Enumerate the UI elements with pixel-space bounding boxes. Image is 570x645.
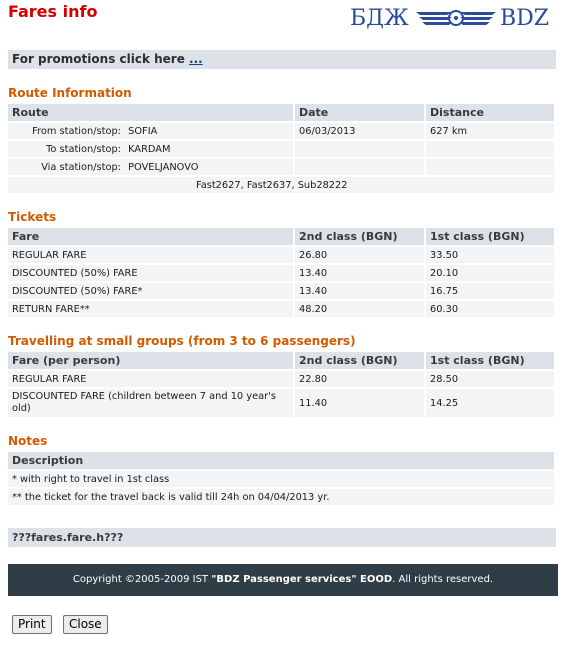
table-row: [8, 371, 556, 387]
note-line: ** the ticket for the travel back is valid till 24h on 04/04/2013 yr.: [8, 489, 556, 505]
second-class-price: 22.80: [295, 371, 426, 387]
fare-cell: DISCOUNTED FARE (children between 7 and 10 year's old): [8, 389, 295, 417]
promo-text: For promotions click here: [12, 52, 185, 66]
table-header-row: [8, 104, 556, 121]
route-cell: [8, 141, 295, 157]
column-header: 2nd class (BGN): [295, 352, 426, 369]
copyright-suffix: . All rights reserved.: [392, 574, 494, 585]
table-header-row: [8, 452, 556, 469]
route-label: From station/stop:: [32, 125, 121, 137]
logo-latin-text: BDZ: [500, 6, 550, 31]
groups-section-title: Travelling at small groups (from 3 to 6 passengers): [8, 334, 356, 348]
promotions-bar: [8, 50, 556, 69]
first-class-price: 20.10: [426, 265, 556, 281]
footer: [8, 564, 558, 596]
table-row: [8, 265, 556, 281]
route-cell: [8, 123, 295, 139]
route-cell: [8, 159, 295, 175]
second-class-price: 11.40: [295, 389, 426, 417]
fare-cell: DISCOUNTED (50%) FARE: [8, 265, 295, 281]
fare-cell: DISCOUNTED (50%) FARE*: [8, 283, 295, 299]
table-header-row: [8, 228, 556, 245]
route-table: [8, 102, 556, 195]
copyright-prefix: Copyright ©2005-2009 IST: [72, 574, 212, 585]
route-value: POVELJANOVO: [128, 161, 199, 173]
logo-cyrillic-text: БДЖ: [350, 6, 409, 31]
table-row: [8, 489, 556, 505]
table-row: [8, 471, 556, 487]
table-header-row: [8, 352, 556, 369]
fare-cell: RETURN FARE**: [8, 301, 295, 317]
date-cell: 06/03/2013: [295, 123, 426, 139]
distance-cell: [426, 159, 556, 175]
groups-table: [8, 350, 556, 419]
table-row: [8, 389, 556, 417]
winged-wheel-icon: [416, 11, 496, 25]
distance-cell: [426, 141, 556, 157]
note-line: * with right to travel in 1st class: [8, 471, 556, 487]
first-class-price: 60.30: [426, 301, 556, 317]
second-class-price: 13.40: [295, 283, 426, 299]
company-name: "BDZ Passenger services" EOOD: [211, 574, 393, 585]
route-label: Via station/stop:: [41, 161, 121, 173]
fare-cell: REGULAR FARE: [8, 247, 295, 263]
promo-link[interactable]: ...: [189, 52, 203, 66]
first-class-price: 16.75: [426, 283, 556, 299]
column-header: 2nd class (BGN): [295, 228, 426, 245]
train-list: Fast2627, Fast2637, Sub28222: [8, 177, 556, 193]
table-row: [8, 177, 556, 193]
table-row: [8, 283, 556, 299]
fare-cell: REGULAR FARE: [8, 371, 295, 387]
route-value: SOFIA: [128, 125, 158, 137]
date-cell: [295, 141, 426, 157]
tickets-section-title: Tickets: [8, 210, 57, 224]
column-header: Fare (per person): [8, 352, 295, 369]
table-row: [8, 301, 556, 317]
route-label: To station/stop:: [46, 143, 121, 155]
second-class-price: 13.40: [295, 265, 426, 281]
column-header: 1st class (BGN): [426, 228, 556, 245]
table-row: [8, 141, 556, 157]
bdz-logo: [350, 2, 555, 32]
column-header: Distance: [426, 104, 556, 121]
notes-table: [8, 450, 556, 507]
first-class-price: 33.50: [426, 247, 556, 263]
distance-cell: 627 km: [426, 123, 556, 139]
fare-h-placeholder: ???fares.fare.h???: [8, 528, 556, 547]
table-row: [8, 247, 556, 263]
page-title: Fares info: [8, 2, 98, 21]
first-class-price: 28.50: [426, 371, 556, 387]
second-class-price: 48.20: [295, 301, 426, 317]
table-row: [8, 123, 556, 139]
route-section-title: Route Information: [8, 86, 132, 100]
table-row: [8, 159, 556, 175]
column-header: Date: [295, 104, 426, 121]
route-value: KARDAM: [128, 143, 171, 155]
column-header: Route: [8, 104, 295, 121]
second-class-price: 26.80: [295, 247, 426, 263]
close-button[interactable]: Close: [63, 615, 108, 634]
tickets-table: [8, 226, 556, 319]
first-class-price: 14.25: [426, 389, 556, 417]
column-header: Fare: [8, 228, 295, 245]
column-header: Description: [8, 452, 556, 469]
notes-section-title: Notes: [8, 434, 48, 448]
print-button[interactable]: Print: [12, 615, 52, 634]
column-header: 1st class (BGN): [426, 352, 556, 369]
date-cell: [295, 159, 426, 175]
